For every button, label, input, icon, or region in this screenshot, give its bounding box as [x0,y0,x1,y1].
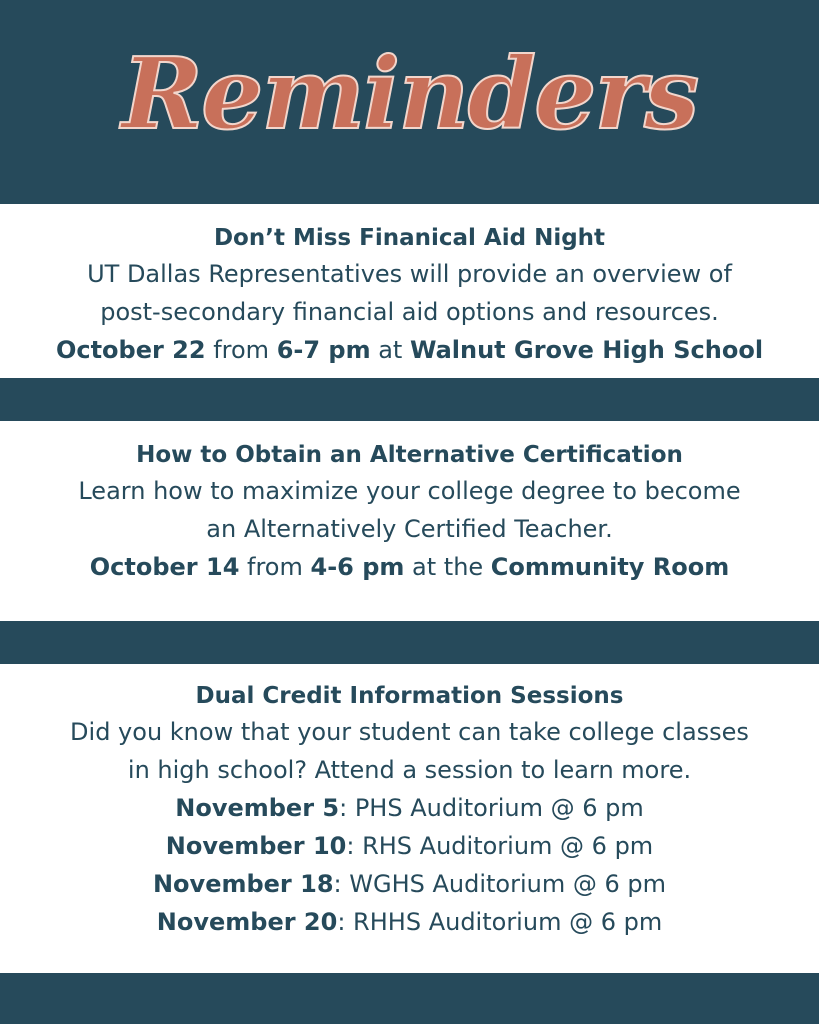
session-item [0,789,819,827]
header-banner [0,0,819,204]
event-at-text: at [370,336,410,364]
session-detail: : RHS Auditorium @ 6 pm [346,832,654,860]
event-description-line: in high school? Attend a session to learn more. [127,756,692,784]
event-from-text: from [239,553,311,581]
event-place: Community Room [490,553,730,581]
event-card-dual-credit [0,664,819,973]
event-description-line: Did you know that your student can take college classes [70,718,749,746]
event-time: 6-7 pm [276,336,371,364]
event-heading: Don’t Miss Finanical Aid Night [213,225,606,251]
event-heading: How to Obtain an Alternative Certification [136,442,683,468]
event-date: October 14 [89,553,240,581]
session-item [0,827,819,865]
event-time: 4-6 pm [310,553,405,581]
session-detail: : PHS Auditorium @ 6 pm [339,794,644,822]
session-item [0,903,819,941]
event-description-line: Learn how to maximize your college degree to become [78,477,741,505]
session-date: November 5 [175,794,340,822]
session-item [0,865,819,903]
event-description-line: post-secondary financial aid options and resources. [100,298,719,326]
event-card-alternative-certification [0,421,819,621]
event-place: Walnut Grove High School [409,336,764,364]
session-date: November 10 [165,832,347,860]
session-date: November 18 [152,870,334,898]
event-date: October 22 [55,336,206,364]
event-from-text: from [205,336,277,364]
session-detail: : RHHS Auditorium @ 6 pm [337,908,663,936]
event-schedule [0,548,819,586]
event-description-line: an Alternatively Certified Teacher. [206,515,613,543]
session-date: November 20 [156,908,338,936]
page-title: Reminders [121,37,698,152]
event-schedule [0,331,819,369]
event-at-text: at the [404,553,491,581]
event-card-financial-aid [0,204,819,378]
event-heading: Dual Credit Information Sessions [195,683,624,709]
session-detail: : WGHS Auditorium @ 6 pm [333,870,667,898]
event-description-line: UT Dallas Representatives will provide an overview of [87,260,732,288]
